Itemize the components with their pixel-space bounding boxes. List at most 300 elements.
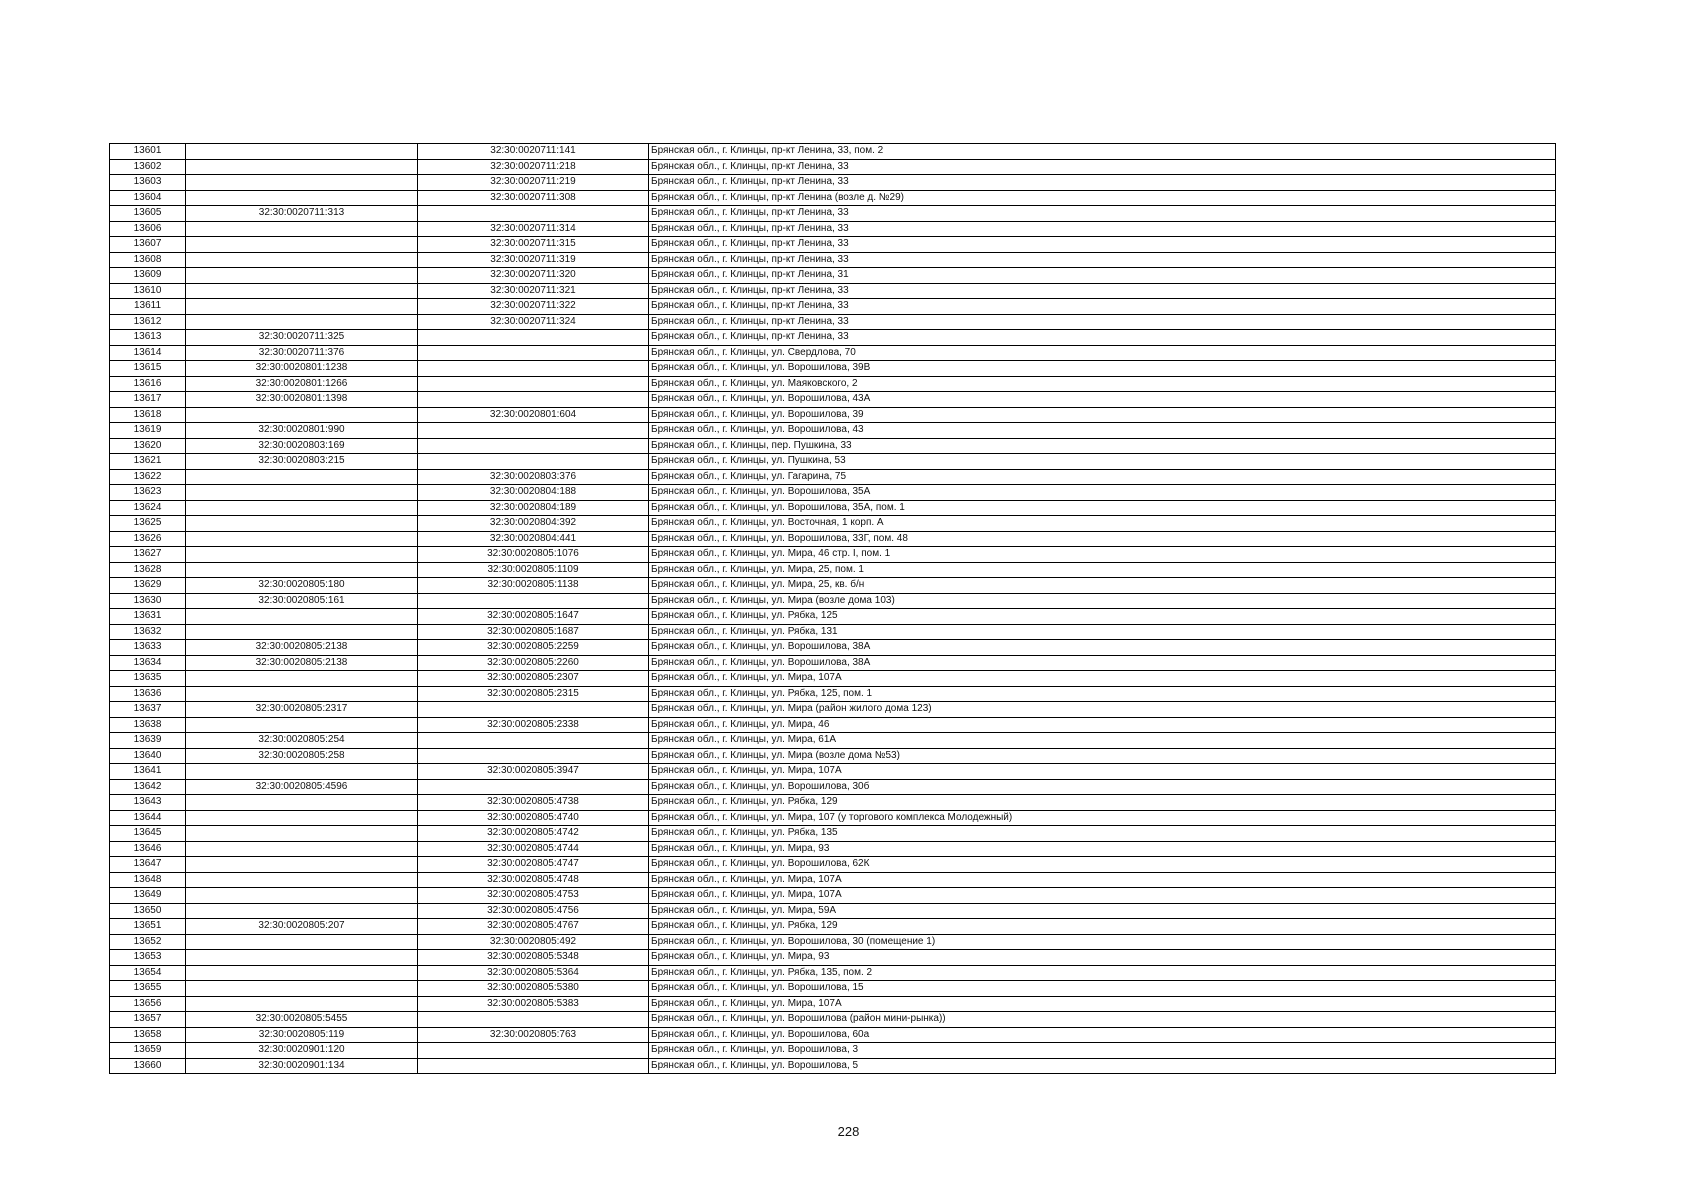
related-cadastral-number-cell: 32:30:0020804:392 — [418, 516, 649, 532]
table-row — [110, 888, 1556, 904]
cadastral-number-cell: 32:30:0020801:1266 — [186, 376, 418, 392]
related-cadastral-number-cell — [418, 1012, 649, 1028]
cadastral-number-cell: 32:30:0020805:207 — [186, 919, 418, 935]
cadastral-number-cell: 32:30:0020805:5455 — [186, 1012, 418, 1028]
related-cadastral-number-cell — [418, 423, 649, 439]
related-cadastral-number-cell: 32:30:0020805:5364 — [418, 965, 649, 981]
table-row — [110, 981, 1556, 997]
related-cadastral-number-cell — [418, 345, 649, 361]
address-cell: Брянская обл., г. Клинцы, пр-кт Ленина, 33 — [649, 221, 1556, 237]
cadastral-number-cell — [186, 175, 418, 191]
related-cadastral-number-cell — [418, 1058, 649, 1074]
row-number-cell: 13616 — [110, 376, 186, 392]
related-cadastral-number-cell — [418, 376, 649, 392]
related-cadastral-number-cell: 32:30:0020805:4747 — [418, 857, 649, 873]
table-row — [110, 857, 1556, 873]
table-row — [110, 531, 1556, 547]
row-number-cell: 13615 — [110, 361, 186, 377]
cadastral-number-cell: 32:30:0020901:120 — [186, 1043, 418, 1059]
cadastral-number-cell: 32:30:0020801:1238 — [186, 361, 418, 377]
related-cadastral-number-cell: 32:30:0020805:1647 — [418, 609, 649, 625]
related-cadastral-number-cell: 32:30:0020804:441 — [418, 531, 649, 547]
address-cell: Брянская обл., г. Клинцы, ул. Ворошилова, 39 — [649, 407, 1556, 423]
row-number-cell: 13603 — [110, 175, 186, 191]
cadastral-number-cell — [186, 996, 418, 1012]
related-cadastral-number-cell — [418, 361, 649, 377]
cadastral-number-cell: 32:30:0020711:325 — [186, 330, 418, 346]
address-cell: Брянская обл., г. Клинцы, пр-кт Ленина, 33 — [649, 237, 1556, 253]
row-number-cell: 13645 — [110, 826, 186, 842]
address-cell: Брянская обл., г. Клинцы, ул. Мира (район жилого дома 123) — [649, 702, 1556, 718]
row-number-cell: 13657 — [110, 1012, 186, 1028]
row-number-cell: 13631 — [110, 609, 186, 625]
address-cell: Брянская обл., г. Клинцы, ул. Ворошилова, 33Г, пом. 48 — [649, 531, 1556, 547]
related-cadastral-number-cell: 32:30:0020805:2259 — [418, 640, 649, 656]
related-cadastral-number-cell — [418, 392, 649, 408]
table-row — [110, 810, 1556, 826]
table-row — [110, 361, 1556, 377]
address-cell: Брянская обл., г. Клинцы, пр-кт Ленина, 33, пом. 2 — [649, 144, 1556, 160]
row-number-cell: 13651 — [110, 919, 186, 935]
row-number-cell: 13656 — [110, 996, 186, 1012]
address-cell: Брянская обл., г. Клинцы, ул. Мира (возле дома 103) — [649, 593, 1556, 609]
cadastral-number-cell: 32:30:0020901:134 — [186, 1058, 418, 1074]
related-cadastral-number-cell: 32:30:0020805:4748 — [418, 872, 649, 888]
row-number-cell: 13646 — [110, 841, 186, 857]
related-cadastral-number-cell: 32:30:0020805:763 — [418, 1027, 649, 1043]
table-row — [110, 686, 1556, 702]
cadastral-number-cell — [186, 221, 418, 237]
address-cell: Брянская обл., г. Клинцы, ул. Рябка, 125 — [649, 609, 1556, 625]
cadastral-number-cell — [186, 485, 418, 501]
cadastral-number-cell — [186, 314, 418, 330]
cadastral-number-cell — [186, 531, 418, 547]
address-cell: Брянская обл., г. Клинцы, ул. Ворошилова, 35А — [649, 485, 1556, 501]
related-cadastral-number-cell: 32:30:0020805:5380 — [418, 981, 649, 997]
cadastral-number-cell — [186, 407, 418, 423]
address-cell: Брянская обл., г. Клинцы, ул. Мира, 93 — [649, 950, 1556, 966]
cadastral-number-cell — [186, 795, 418, 811]
table-row — [110, 547, 1556, 563]
address-cell: Брянская обл., г. Клинцы, ул. Мира, 25, пом. 1 — [649, 562, 1556, 578]
cadastral-number-cell — [186, 159, 418, 175]
address-cell: Брянская обл., г. Клинцы, ул. Ворошилова, 15 — [649, 981, 1556, 997]
row-number-cell: 13619 — [110, 423, 186, 439]
address-cell: Брянская обл., г. Клинцы, ул. Мира, 107А — [649, 764, 1556, 780]
related-cadastral-number-cell — [418, 593, 649, 609]
row-number-cell: 13659 — [110, 1043, 186, 1059]
related-cadastral-number-cell: 32:30:0020711:315 — [418, 237, 649, 253]
cadastral-number-cell — [186, 934, 418, 950]
related-cadastral-number-cell: 32:30:0020805:4740 — [418, 810, 649, 826]
row-number-cell: 13652 — [110, 934, 186, 950]
related-cadastral-number-cell: 32:30:0020804:188 — [418, 485, 649, 501]
related-cadastral-number-cell — [418, 330, 649, 346]
cadastral-number-cell: 32:30:0020805:180 — [186, 578, 418, 594]
row-number-cell: 13642 — [110, 779, 186, 795]
related-cadastral-number-cell: 32:30:0020805:5348 — [418, 950, 649, 966]
address-cell: Брянская обл., г. Клинцы, ул. Мира (возле дома №53) — [649, 748, 1556, 764]
address-cell: Брянская обл., г. Клинцы, ул. Ворошилова, 62К — [649, 857, 1556, 873]
cadastral-number-cell — [186, 686, 418, 702]
row-number-cell: 13623 — [110, 485, 186, 501]
address-cell: Брянская обл., г. Клинцы, ул. Ворошилова (район мини-рынка)) — [649, 1012, 1556, 1028]
table-row — [110, 903, 1556, 919]
table-row — [110, 237, 1556, 253]
table-row — [110, 671, 1556, 687]
row-number-cell: 13614 — [110, 345, 186, 361]
row-number-cell: 13635 — [110, 671, 186, 687]
row-number-cell: 13620 — [110, 438, 186, 454]
related-cadastral-number-cell — [418, 748, 649, 764]
address-cell: Брянская обл., г. Клинцы, ул. Ворошилова, 38А — [649, 655, 1556, 671]
table-row — [110, 376, 1556, 392]
table-row — [110, 733, 1556, 749]
address-cell: Брянская обл., г. Клинцы, пр-кт Ленина, 33 — [649, 175, 1556, 191]
address-cell: Брянская обл., г. Клинцы, ул. Мира, 107А — [649, 671, 1556, 687]
related-cadastral-number-cell: 32:30:0020805:492 — [418, 934, 649, 950]
row-number-cell: 13606 — [110, 221, 186, 237]
related-cadastral-number-cell — [418, 779, 649, 795]
table-row — [110, 1012, 1556, 1028]
cadastral-number-cell — [186, 190, 418, 206]
cadastral-number-cell — [186, 609, 418, 625]
row-number-cell: 13628 — [110, 562, 186, 578]
table-row — [110, 748, 1556, 764]
cadastral-number-cell — [186, 624, 418, 640]
address-cell: Брянская обл., г. Клинцы, ул. Мира, 107 (у торгового комплекса Молодежный) — [649, 810, 1556, 826]
row-number-cell: 13630 — [110, 593, 186, 609]
address-cell: Брянская обл., г. Клинцы, пр-кт Ленина (возле д. №29) — [649, 190, 1556, 206]
table-row — [110, 795, 1556, 811]
related-cadastral-number-cell: 32:30:0020804:189 — [418, 500, 649, 516]
table-row — [110, 640, 1556, 656]
table-row — [110, 934, 1556, 950]
table-row — [110, 159, 1556, 175]
related-cadastral-number-cell: 32:30:0020711:219 — [418, 175, 649, 191]
table-row — [110, 609, 1556, 625]
cadastral-number-cell — [186, 717, 418, 733]
row-number-cell: 13639 — [110, 733, 186, 749]
cadastral-number-cell: 32:30:0020711:313 — [186, 206, 418, 222]
cadastral-number-cell — [186, 810, 418, 826]
address-cell: Брянская обл., г. Клинцы, ул. Пушкина, 53 — [649, 454, 1556, 470]
table-row — [110, 624, 1556, 640]
cadastral-number-cell: 32:30:0020805:4596 — [186, 779, 418, 795]
related-cadastral-number-cell — [418, 702, 649, 718]
related-cadastral-number-cell — [418, 206, 649, 222]
cadastral-number-cell — [186, 826, 418, 842]
row-number-cell: 13626 — [110, 531, 186, 547]
row-number-cell: 13634 — [110, 655, 186, 671]
row-number-cell: 13644 — [110, 810, 186, 826]
cadastral-number-cell — [186, 872, 418, 888]
address-cell: Брянская обл., г. Клинцы, пр-кт Ленина, 33 — [649, 206, 1556, 222]
row-number-cell: 13640 — [110, 748, 186, 764]
cadastral-number-cell: 32:30:0020803:169 — [186, 438, 418, 454]
cadastral-number-cell: 32:30:0020805:254 — [186, 733, 418, 749]
row-number-cell: 13618 — [110, 407, 186, 423]
cadastral-number-cell: 32:30:0020801:990 — [186, 423, 418, 439]
table-row — [110, 919, 1556, 935]
related-cadastral-number-cell — [418, 454, 649, 470]
page-number: 228 — [837, 1124, 860, 1139]
row-number-cell: 13643 — [110, 795, 186, 811]
row-number-cell: 13609 — [110, 268, 186, 284]
cadastral-number-cell — [186, 547, 418, 563]
address-cell: Брянская обл., г. Клинцы, ул. Мира, 46 — [649, 717, 1556, 733]
address-cell: Брянская обл., г. Клинцы, ул. Ворошилова, 3 — [649, 1043, 1556, 1059]
table-row — [110, 407, 1556, 423]
row-number-cell: 13625 — [110, 516, 186, 532]
row-number-cell: 13653 — [110, 950, 186, 966]
address-cell: Брянская обл., г. Клинцы, пр-кт Ленина, 33 — [649, 299, 1556, 315]
table-row — [110, 655, 1556, 671]
table-row — [110, 593, 1556, 609]
address-cell: Брянская обл., г. Клинцы, ул. Ворошилова, 43 — [649, 423, 1556, 439]
table-row — [110, 779, 1556, 795]
address-cell: Брянская обл., г. Клинцы, ул. Мира, 107А — [649, 888, 1556, 904]
cadastral-number-cell — [186, 237, 418, 253]
table-row — [110, 190, 1556, 206]
row-number-cell: 13607 — [110, 237, 186, 253]
row-number-cell: 13649 — [110, 888, 186, 904]
row-number-cell: 13636 — [110, 686, 186, 702]
related-cadastral-number-cell: 32:30:0020711:321 — [418, 283, 649, 299]
cadastral-number-cell: 32:30:0020805:258 — [186, 748, 418, 764]
address-cell: Брянская обл., г. Клинцы, пер. Пушкина, 33 — [649, 438, 1556, 454]
address-cell: Брянская обл., г. Клинцы, ул. Рябка, 125, пом. 1 — [649, 686, 1556, 702]
address-cell: Брянская обл., г. Клинцы, ул. Ворошилова, 60а — [649, 1027, 1556, 1043]
address-cell: Брянская обл., г. Клинцы, пр-кт Ленина, 33 — [649, 330, 1556, 346]
address-cell: Брянская обл., г. Клинцы, ул. Ворошилова, 35А, пом. 1 — [649, 500, 1556, 516]
table-row — [110, 562, 1556, 578]
row-number-cell: 13604 — [110, 190, 186, 206]
table-row — [110, 826, 1556, 842]
cadastral-number-cell — [186, 950, 418, 966]
table-row — [110, 423, 1556, 439]
cadastral-number-cell — [186, 857, 418, 873]
row-number-cell: 13660 — [110, 1058, 186, 1074]
cadastral-number-cell: 32:30:0020805:119 — [186, 1027, 418, 1043]
address-cell: Брянская обл., г. Клинцы, пр-кт Ленина, 33 — [649, 314, 1556, 330]
table-row — [110, 996, 1556, 1012]
row-number-cell: 13601 — [110, 144, 186, 160]
table-row — [110, 392, 1556, 408]
address-cell: Брянская обл., г. Клинцы, ул. Ворошилова, 39В — [649, 361, 1556, 377]
cadastral-number-cell: 32:30:0020803:215 — [186, 454, 418, 470]
table-row — [110, 299, 1556, 315]
cadastral-number-cell: 32:30:0020805:2138 — [186, 655, 418, 671]
related-cadastral-number-cell: 32:30:0020711:314 — [418, 221, 649, 237]
cadastral-number-cell — [186, 764, 418, 780]
row-number-cell: 13647 — [110, 857, 186, 873]
related-cadastral-number-cell: 32:30:0020805:4767 — [418, 919, 649, 935]
table-row — [110, 144, 1556, 160]
table-row — [110, 872, 1556, 888]
related-cadastral-number-cell: 32:30:0020805:2307 — [418, 671, 649, 687]
table-row — [110, 469, 1556, 485]
related-cadastral-number-cell: 32:30:0020805:4756 — [418, 903, 649, 919]
cadastral-number-cell — [186, 562, 418, 578]
table-row — [110, 1043, 1556, 1059]
table-row — [110, 702, 1556, 718]
related-cadastral-number-cell — [418, 1043, 649, 1059]
related-cadastral-number-cell: 32:30:0020805:4742 — [418, 826, 649, 842]
cadastral-number-cell — [186, 841, 418, 857]
cadastral-number-cell — [186, 500, 418, 516]
cadastral-number-cell — [186, 965, 418, 981]
table-row — [110, 454, 1556, 470]
table-row — [110, 268, 1556, 284]
registry-table-body — [110, 144, 1556, 1074]
table-row — [110, 717, 1556, 733]
cadastral-number-cell: 32:30:0020805:161 — [186, 593, 418, 609]
row-number-cell: 13633 — [110, 640, 186, 656]
table-row — [110, 1027, 1556, 1043]
row-number-cell: 13641 — [110, 764, 186, 780]
cadastral-number-cell: 32:30:0020805:2317 — [186, 702, 418, 718]
related-cadastral-number-cell — [418, 438, 649, 454]
address-cell: Брянская обл., г. Клинцы, ул. Ворошилова, 43А — [649, 392, 1556, 408]
table-row — [110, 252, 1556, 268]
address-cell: Брянская обл., г. Клинцы, ул. Рябка, 135 — [649, 826, 1556, 842]
cadastral-number-cell: 32:30:0020711:376 — [186, 345, 418, 361]
table-row — [110, 578, 1556, 594]
address-cell: Брянская обл., г. Клинцы, ул. Ворошилова, 30 (помещение 1) — [649, 934, 1556, 950]
row-number-cell: 13622 — [110, 469, 186, 485]
table-row — [110, 500, 1556, 516]
related-cadastral-number-cell: 32:30:0020711:218 — [418, 159, 649, 175]
cadastral-number-cell: 32:30:0020805:2138 — [186, 640, 418, 656]
address-cell: Брянская обл., г. Клинцы, ул. Рябка, 129 — [649, 919, 1556, 935]
address-cell: Брянская обл., г. Клинцы, пр-кт Ленина, 33 — [649, 252, 1556, 268]
row-number-cell: 13611 — [110, 299, 186, 315]
cadastral-number-cell — [186, 283, 418, 299]
address-cell: Брянская обл., г. Клинцы, ул. Мира, 25, кв. б/н — [649, 578, 1556, 594]
address-cell: Брянская обл., г. Клинцы, ул. Ворошилова, 38А — [649, 640, 1556, 656]
row-number-cell: 13638 — [110, 717, 186, 733]
row-number-cell: 13621 — [110, 454, 186, 470]
table-row — [110, 950, 1556, 966]
row-number-cell: 13624 — [110, 500, 186, 516]
related-cadastral-number-cell: 32:30:0020805:1138 — [418, 578, 649, 594]
address-cell: Брянская обл., г. Клинцы, ул. Мира, 61А — [649, 733, 1556, 749]
address-cell: Брянская обл., г. Клинцы, ул. Рябка, 129 — [649, 795, 1556, 811]
address-cell: Брянская обл., г. Клинцы, пр-кт Ленина, 31 — [649, 268, 1556, 284]
table-row — [110, 485, 1556, 501]
related-cadastral-number-cell: 32:30:0020711:320 — [418, 268, 649, 284]
related-cadastral-number-cell: 32:30:0020805:3947 — [418, 764, 649, 780]
cadastral-number-cell: 32:30:0020801:1398 — [186, 392, 418, 408]
related-cadastral-number-cell: 32:30:0020805:5383 — [418, 996, 649, 1012]
related-cadastral-number-cell: 32:30:0020803:376 — [418, 469, 649, 485]
cadastral-number-cell — [186, 144, 418, 160]
cadastral-number-cell — [186, 469, 418, 485]
table-row — [110, 1058, 1556, 1074]
row-number-cell: 13637 — [110, 702, 186, 718]
row-number-cell: 13608 — [110, 252, 186, 268]
cadastral-number-cell — [186, 516, 418, 532]
row-number-cell: 13617 — [110, 392, 186, 408]
related-cadastral-number-cell: 32:30:0020805:1687 — [418, 624, 649, 640]
address-cell: Брянская обл., г. Клинцы, ул. Мира, 46 стр. I, пом. 1 — [649, 547, 1556, 563]
row-number-cell: 13627 — [110, 547, 186, 563]
related-cadastral-number-cell: 32:30:0020805:2338 — [418, 717, 649, 733]
row-number-cell: 13654 — [110, 965, 186, 981]
table-row — [110, 175, 1556, 191]
related-cadastral-number-cell: 32:30:0020805:4738 — [418, 795, 649, 811]
table-row — [110, 206, 1556, 222]
address-cell: Брянская обл., г. Клинцы, ул. Ворошилова, 30б — [649, 779, 1556, 795]
related-cadastral-number-cell: 32:30:0020711:308 — [418, 190, 649, 206]
address-cell: Брянская обл., г. Клинцы, ул. Ворошилова, 5 — [649, 1058, 1556, 1074]
registry-table — [109, 143, 1556, 1074]
cadastral-number-cell — [186, 671, 418, 687]
address-cell: Брянская обл., г. Клинцы, ул. Мира, 107А — [649, 996, 1556, 1012]
related-cadastral-number-cell: 32:30:0020805:1076 — [418, 547, 649, 563]
cadastral-number-cell — [186, 268, 418, 284]
table-row — [110, 841, 1556, 857]
table-row — [110, 330, 1556, 346]
table-row — [110, 345, 1556, 361]
table-row — [110, 314, 1556, 330]
row-number-cell: 13605 — [110, 206, 186, 222]
table-row — [110, 764, 1556, 780]
cadastral-number-cell — [186, 981, 418, 997]
address-cell: Брянская обл., г. Клинцы, ул. Рябка, 135, пом. 2 — [649, 965, 1556, 981]
row-number-cell: 13648 — [110, 872, 186, 888]
row-number-cell: 13650 — [110, 903, 186, 919]
row-number-cell: 13610 — [110, 283, 186, 299]
cadastral-number-cell — [186, 252, 418, 268]
table-row — [110, 221, 1556, 237]
related-cadastral-number-cell: 32:30:0020711:141 — [418, 144, 649, 160]
address-cell: Брянская обл., г. Клинцы, ул. Гагарина, 75 — [649, 469, 1556, 485]
related-cadastral-number-cell: 32:30:0020711:322 — [418, 299, 649, 315]
address-cell: Брянская обл., г. Клинцы, ул. Мира, 107А — [649, 872, 1556, 888]
related-cadastral-number-cell: 32:30:0020711:324 — [418, 314, 649, 330]
row-number-cell: 13612 — [110, 314, 186, 330]
table-row — [110, 438, 1556, 454]
address-cell: Брянская обл., г. Клинцы, ул. Восточная, 1 корп. А — [649, 516, 1556, 532]
cadastral-number-cell — [186, 903, 418, 919]
cadastral-number-cell — [186, 888, 418, 904]
address-cell: Брянская обл., г. Клинцы, ул. Мира, 93 — [649, 841, 1556, 857]
address-cell: Брянская обл., г. Клинцы, ул. Мира, 59А — [649, 903, 1556, 919]
row-number-cell: 13658 — [110, 1027, 186, 1043]
related-cadastral-number-cell: 32:30:0020801:604 — [418, 407, 649, 423]
table-row — [110, 965, 1556, 981]
row-number-cell: 13632 — [110, 624, 186, 640]
cadastral-number-cell — [186, 299, 418, 315]
row-number-cell: 13655 — [110, 981, 186, 997]
row-number-cell: 13613 — [110, 330, 186, 346]
related-cadastral-number-cell: 32:30:0020711:319 — [418, 252, 649, 268]
related-cadastral-number-cell — [418, 733, 649, 749]
row-number-cell: 13629 — [110, 578, 186, 594]
address-cell: Брянская обл., г. Клинцы, ул. Маяковского, 2 — [649, 376, 1556, 392]
table-row — [110, 516, 1556, 532]
address-cell: Брянская обл., г. Клинцы, ул. Свердлова, 70 — [649, 345, 1556, 361]
row-number-cell: 13602 — [110, 159, 186, 175]
related-cadastral-number-cell: 32:30:0020805:2315 — [418, 686, 649, 702]
related-cadastral-number-cell: 32:30:0020805:1109 — [418, 562, 649, 578]
related-cadastral-number-cell: 32:30:0020805:4744 — [418, 841, 649, 857]
table-row — [110, 283, 1556, 299]
related-cadastral-number-cell: 32:30:0020805:4753 — [418, 888, 649, 904]
address-cell: Брянская обл., г. Клинцы, пр-кт Ленина, 33 — [649, 159, 1556, 175]
